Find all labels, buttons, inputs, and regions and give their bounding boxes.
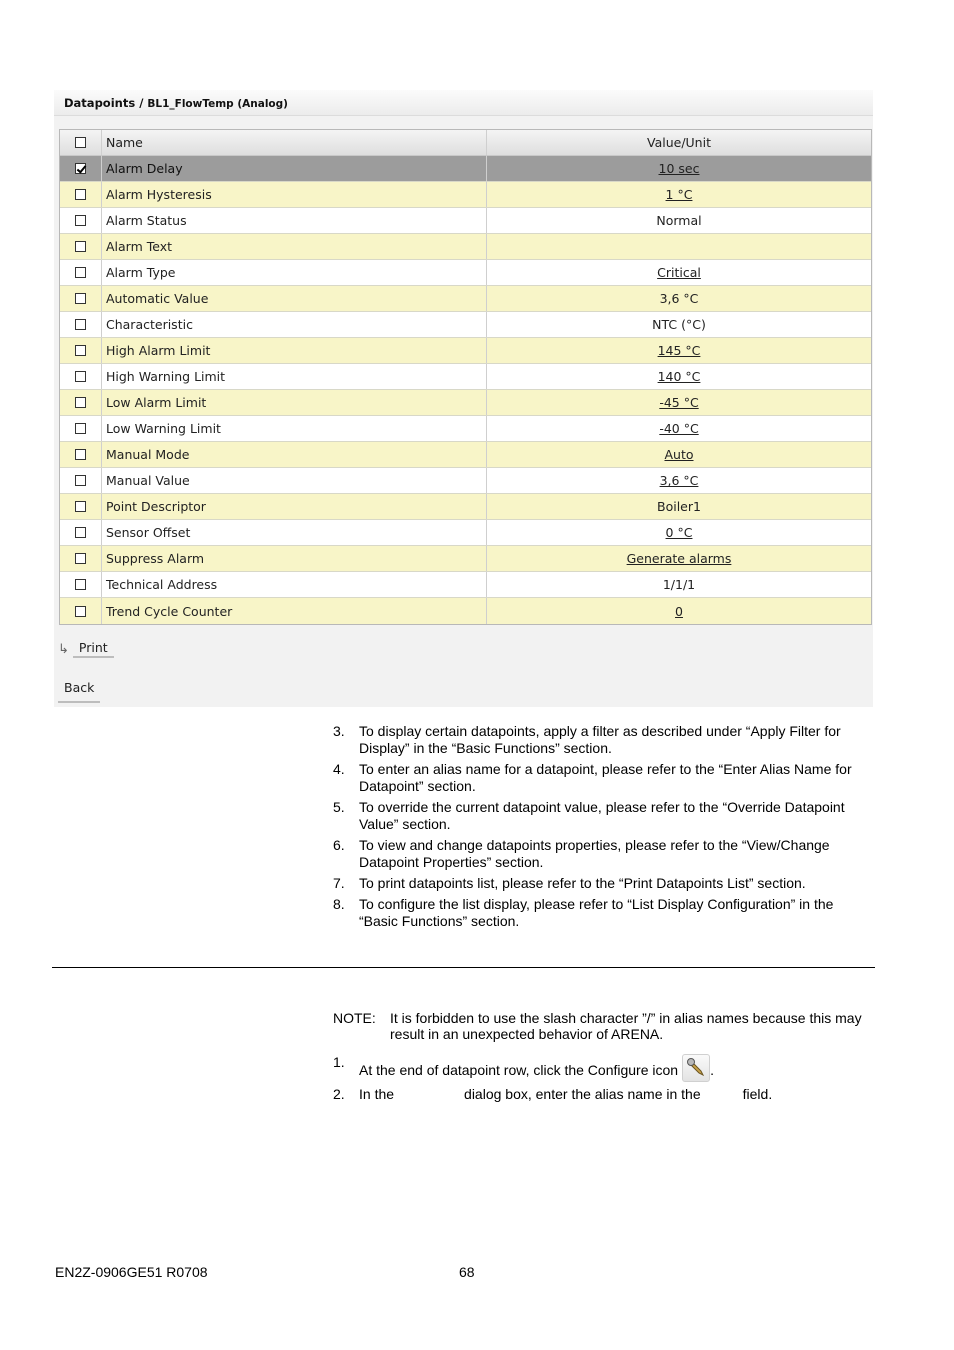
datapoint-name: Technical Address	[102, 572, 487, 597]
column-header-name[interactable]: Name	[102, 130, 487, 155]
note-label: NOTE:	[333, 1010, 376, 1026]
datapoint-name: Alarm Hysteresis	[102, 182, 487, 207]
datapoint-value-link[interactable]: Critical	[657, 265, 701, 280]
datapoint-value-cell	[487, 546, 871, 571]
datapoint-value-link[interactable]: 10 sec	[658, 161, 700, 176]
row-checkbox[interactable]	[75, 449, 86, 460]
row-checkbox[interactable]	[75, 553, 86, 564]
list-item	[333, 761, 873, 795]
row-checkbox-cell	[60, 312, 102, 337]
datapoint-value-cell	[487, 286, 871, 311]
datapoint-value: 3,6 °C	[659, 291, 699, 306]
table-body	[60, 156, 871, 624]
datapoint-value-link[interactable]: 0 °C	[665, 525, 693, 540]
note	[333, 1010, 873, 1042]
table-row[interactable]	[60, 286, 871, 312]
print-button[interactable]	[58, 638, 114, 660]
row-checkbox[interactable]	[75, 527, 86, 538]
row-checkbox-cell	[60, 260, 102, 285]
datapoint-value-link[interactable]: 3,6 °C	[659, 473, 699, 488]
datapoint-value-cell	[487, 260, 871, 285]
row-checkbox-cell	[60, 442, 102, 467]
row-checkbox[interactable]	[75, 189, 86, 200]
breadcrumb-separator: /	[139, 96, 144, 110]
row-checkbox-cell	[60, 234, 102, 259]
table-row[interactable]	[60, 416, 871, 442]
step-text-b: dialog box, enter the alias name in the	[464, 1086, 701, 1102]
table-header	[60, 130, 871, 156]
datapoint-value: Normal	[656, 213, 702, 228]
row-checkbox[interactable]	[75, 319, 86, 330]
datapoint-value-cell	[487, 416, 871, 441]
datapoint-name: Characteristic	[102, 312, 487, 337]
row-checkbox[interactable]	[75, 501, 86, 512]
row-checkbox-cell	[60, 390, 102, 415]
datapoints-screenshot	[54, 90, 873, 707]
datapoint-name: Alarm Delay	[102, 156, 487, 181]
datapoint-value-link[interactable]: 1 °C	[665, 187, 693, 202]
step-number: 8.	[333, 896, 345, 912]
datapoint-value-link[interactable]: 0	[675, 603, 683, 619]
list-item	[333, 896, 873, 930]
table-row[interactable]	[60, 234, 871, 260]
footer-doc-id: EN2Z-0906GE51 R0708	[55, 1264, 208, 1280]
table-row[interactable]	[60, 468, 871, 494]
row-checkbox[interactable]	[75, 267, 86, 278]
list-item	[333, 1086, 873, 1103]
datapoint-value-cell	[487, 338, 871, 363]
step-text: To view and change datapoints properties, please refer to the “View/Change Datapoint Properties” section.	[359, 837, 830, 870]
step-text-main: At the end of datapoint row, click the Configure icon	[359, 1062, 679, 1078]
table-row[interactable]	[60, 364, 871, 390]
table-row[interactable]	[60, 572, 871, 598]
step-text-end: .	[710, 1062, 714, 1078]
datapoint-value-link[interactable]: -40 °C	[659, 421, 699, 436]
print-label[interactable]: Print	[73, 640, 114, 658]
table-row[interactable]	[60, 338, 871, 364]
row-checkbox[interactable]	[75, 241, 86, 252]
datapoint-value-cell	[487, 390, 871, 415]
wrench-icon	[682, 1054, 710, 1082]
datapoint-name: Manual Value	[102, 468, 487, 493]
row-checkbox-cell	[60, 182, 102, 207]
breadcrumb	[54, 90, 873, 116]
datapoint-value-cell	[487, 520, 871, 545]
row-checkbox[interactable]	[75, 606, 86, 617]
step-number: 3.	[333, 723, 345, 739]
step-number: 1.	[333, 1054, 345, 1070]
datapoints-table	[59, 129, 872, 625]
datapoint-value-cell	[487, 312, 871, 337]
datapoint-name: Suppress Alarm	[102, 546, 487, 571]
datapoint-value-link[interactable]: 145 °C	[657, 343, 701, 358]
row-checkbox-cell	[60, 286, 102, 311]
note-text: It is forbidden to use the slash character ”/” in alias names because this may result in an unexpected behavior of ARENA.	[390, 1010, 862, 1042]
table-row[interactable]	[60, 598, 871, 624]
row-checkbox-cell	[60, 364, 102, 389]
alias-steps-list	[333, 1054, 873, 1107]
datapoint-name: Alarm Text	[102, 234, 487, 259]
step-text: To print datapoints list, please refer to the “Print Datapoints List” section.	[359, 875, 806, 891]
breadcrumb-current: BL1_FlowTemp (Analog)	[147, 98, 288, 110]
datapoint-name: Sensor Offset	[102, 520, 487, 545]
datapoint-value-link[interactable]: 140 °C	[657, 369, 701, 384]
row-checkbox-cell	[60, 208, 102, 233]
arrow-icon: ↳	[58, 641, 69, 657]
datapoint-name: High Warning Limit	[102, 364, 487, 389]
list-item	[333, 837, 873, 871]
datapoint-name: Alarm Type	[102, 260, 487, 285]
datapoint-name: Manual Mode	[102, 442, 487, 467]
row-checkbox[interactable]	[75, 215, 86, 226]
list-item	[333, 723, 873, 757]
step-text: To enter an alias name for a datapoint, please refer to the “Enter Alias Name for Datapoint” section.	[359, 761, 852, 794]
table-row[interactable]	[60, 442, 871, 468]
row-checkbox-cell	[60, 598, 102, 624]
datapoint-value-cell	[487, 598, 871, 624]
step-text-c: field.	[742, 1086, 773, 1102]
datapoint-value-link[interactable]: -45 °C	[659, 395, 699, 410]
steps-list	[333, 723, 873, 934]
list-item	[333, 1054, 873, 1082]
section-divider	[52, 967, 875, 968]
datapoint-value: 1/1/1	[662, 577, 696, 592]
step-number: 5.	[333, 799, 345, 815]
step-text	[359, 1054, 714, 1082]
datapoint-value-cell	[487, 208, 871, 233]
datapoint-value: Boiler1	[657, 499, 701, 514]
datapoint-value-cell	[487, 442, 871, 467]
row-checkbox[interactable]	[75, 397, 86, 408]
step-text: To display certain datapoints, apply a filter as described under “Apply Filter for Display” in the “Basic Functions” section.	[359, 723, 841, 756]
datapoint-value-cell	[487, 572, 871, 597]
step-number: 7.	[333, 875, 345, 891]
row-checkbox-cell	[60, 156, 102, 181]
row-checkbox[interactable]	[75, 371, 86, 382]
table-row[interactable]	[60, 208, 871, 234]
step-text: To configure the list display, please refer to “List Display Configuration” in the “Basic Functions” section.	[359, 896, 834, 929]
datapoint-value-link[interactable]: Generate alarms	[626, 551, 732, 566]
row-checkbox[interactable]	[75, 163, 86, 174]
breadcrumb-root[interactable]: Datapoints	[64, 96, 136, 110]
step-text-a: In the	[359, 1086, 395, 1102]
row-checkbox[interactable]	[75, 293, 86, 304]
datapoint-value-cell	[487, 182, 871, 207]
datapoint-name: Low Warning Limit	[102, 416, 487, 441]
row-checkbox-cell	[60, 338, 102, 363]
datapoint-value: NTC (°C)	[652, 317, 706, 332]
table-row[interactable]	[60, 312, 871, 338]
datapoint-value-cell	[487, 234, 871, 259]
datapoint-value-cell	[487, 156, 871, 181]
step-number: 4.	[333, 761, 345, 777]
datapoint-name: Point Descriptor	[102, 494, 487, 519]
table-row[interactable]	[60, 390, 871, 416]
list-item	[333, 875, 873, 892]
datapoint-name: Automatic Value	[102, 286, 487, 311]
row-checkbox[interactable]	[75, 423, 86, 434]
table-row[interactable]	[60, 494, 871, 520]
datapoint-name: Alarm Status	[102, 208, 487, 233]
step-text: To override the current datapoint value, please refer to the “Override Datapoint Value” section.	[359, 799, 845, 832]
row-checkbox-cell	[60, 520, 102, 545]
row-checkbox-cell	[60, 494, 102, 519]
footer-page-number: 68	[459, 1264, 475, 1280]
table-row[interactable]	[60, 520, 871, 546]
row-checkbox-cell	[60, 416, 102, 441]
datapoint-name: High Alarm Limit	[102, 338, 487, 363]
datapoint-value-link[interactable]: Auto	[664, 447, 694, 462]
datapoint-name: Low Alarm Limit	[102, 390, 487, 415]
row-checkbox-cell	[60, 572, 102, 597]
row-checkbox[interactable]	[75, 475, 86, 486]
datapoint-value-cell	[487, 468, 871, 493]
step-text	[359, 1086, 772, 1103]
datapoint-name: Trend Cycle Counter	[102, 598, 487, 624]
column-header-value[interactable]: Value/Unit	[647, 135, 711, 150]
table-row[interactable]	[60, 156, 871, 182]
step-number: 6.	[333, 837, 345, 853]
datapoint-value-cell	[487, 494, 871, 519]
table-row[interactable]	[60, 260, 871, 286]
select-all-checkbox[interactable]	[75, 137, 86, 148]
back-button[interactable]: Back	[58, 678, 100, 703]
step-number: 2.	[333, 1086, 345, 1102]
table-row[interactable]	[60, 182, 871, 208]
table-row[interactable]	[60, 546, 871, 572]
row-checkbox[interactable]	[75, 579, 86, 590]
row-checkbox[interactable]	[75, 345, 86, 356]
row-checkbox-cell	[60, 468, 102, 493]
row-checkbox-cell	[60, 546, 102, 571]
datapoint-value-cell	[487, 364, 871, 389]
list-item	[333, 799, 873, 833]
header-checkbox-cell	[60, 130, 102, 155]
